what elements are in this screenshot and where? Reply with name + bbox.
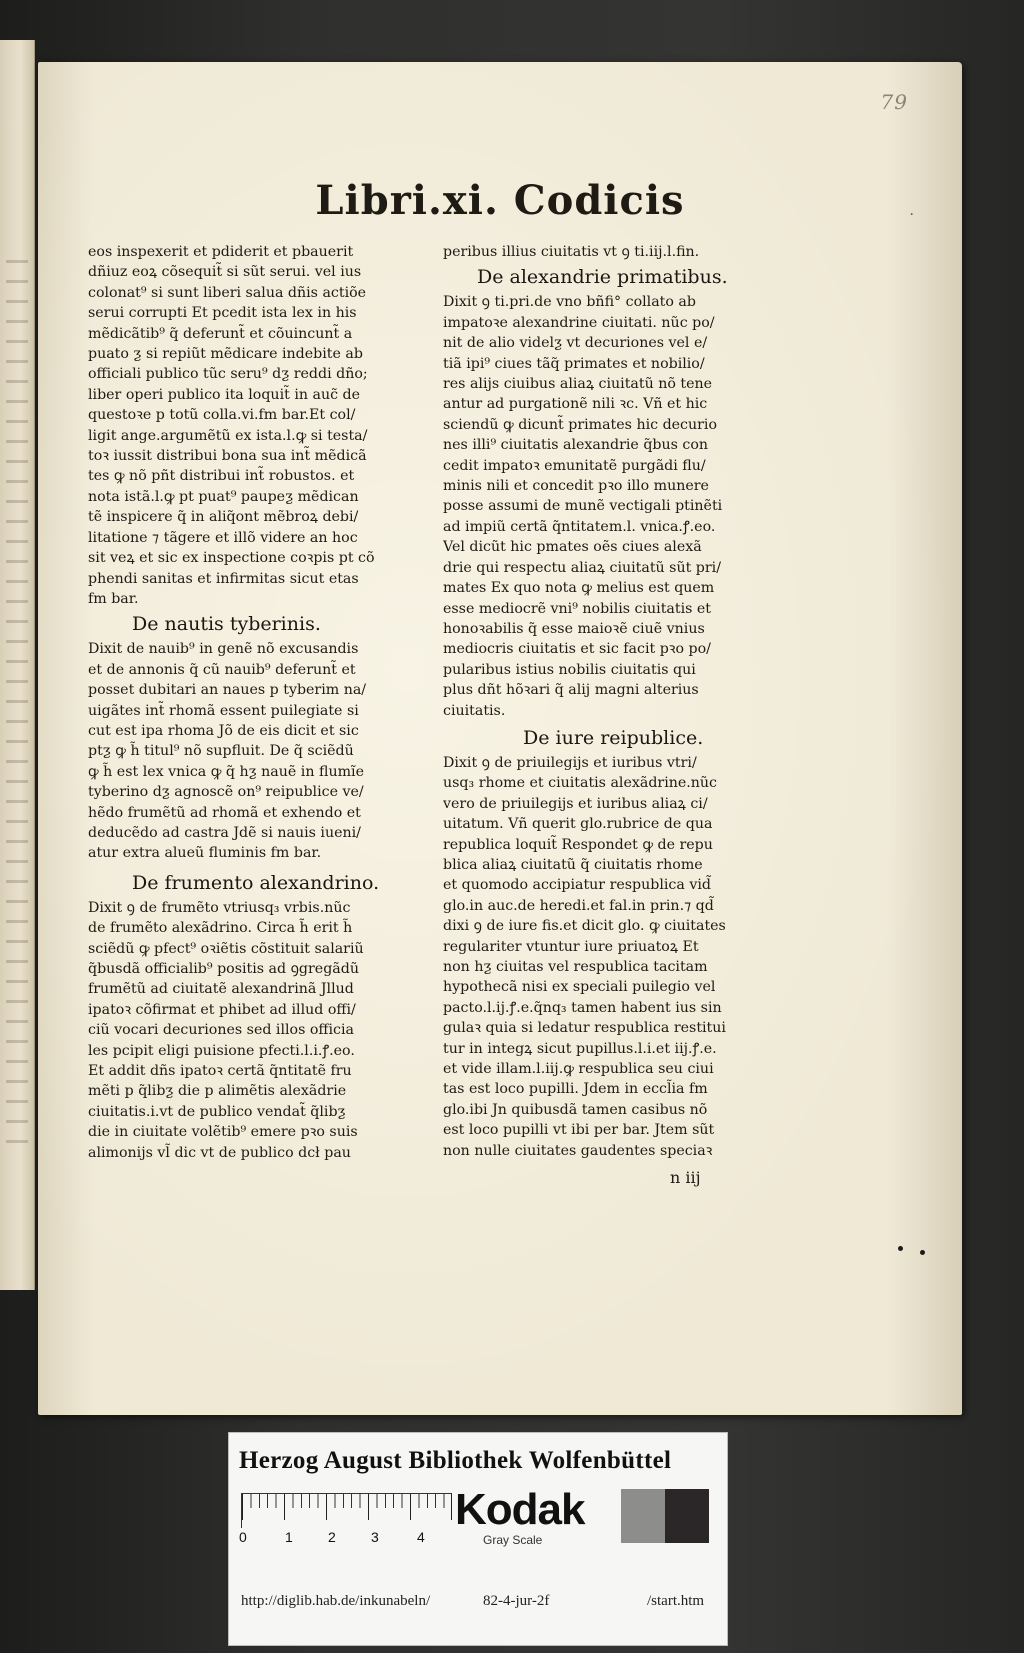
left-column bbox=[88, 242, 408, 1163]
library-name: Herzog August Bibliothek Wolfenbüttel bbox=[239, 1447, 672, 1474]
text-line: fm bar. bbox=[88, 590, 139, 607]
gray-scale-label: Gray Scale bbox=[483, 1533, 543, 1547]
text-line: glo.ibi Jn quibusdã tamen casibus nõ bbox=[443, 1101, 708, 1118]
text-line: colonat⁹ si sunt liberi salua dñis actiõe bbox=[88, 284, 367, 301]
text-line: peribus illius ciuitatis vt ꝯ ti.iij.l.fin. bbox=[443, 244, 700, 260]
text-line: honoꝛabilis q̃ esse maioꝛẽ ciuẽ vnius bbox=[443, 620, 705, 637]
heading-primatibus: De alexandrie primatibus. bbox=[477, 266, 728, 289]
text-line: die in ciuitate volẽtib⁹ emere pꝛo suis bbox=[88, 1124, 358, 1141]
text-line: sit veꝝ et sic ex inspectione coꝛpis pt cõ bbox=[88, 550, 375, 567]
margin-dot bbox=[898, 1246, 903, 1251]
right-column bbox=[443, 242, 773, 1161]
text-line: Dixit ꝯ de frumẽto vtriusq₃ vrbis.nũc bbox=[88, 899, 351, 916]
text-line: cedit impatoꝛ emunitatẽ purgãdi flu/ bbox=[443, 457, 706, 474]
text-line: blica aliaꝝ ciuitatũ q̃ ciuitatis rhome bbox=[443, 856, 703, 873]
text-line: questoꝛe p totũ colla.vi.fm bar.Et col/ bbox=[88, 407, 356, 424]
text-line: Dixit ꝯ de priuilegijs et iuribus vtri/ bbox=[443, 754, 697, 771]
dark-swatch bbox=[665, 1489, 709, 1543]
text-line: sciẽdũ ꝙ pfect⁹ oꝛiẽtis cõstituit salariũ bbox=[88, 940, 364, 957]
right-paragraph-1 bbox=[443, 242, 773, 262]
url-right[interactable]: /start.htm bbox=[647, 1593, 705, 1609]
text-line: tiã ipi⁹ ciues tãq̃ primates et nobilio/ bbox=[443, 355, 705, 372]
quire-signature: n iij bbox=[670, 1168, 701, 1187]
right-paragraph-3 bbox=[443, 753, 773, 1161]
text-line: drie qui respectu aliaꝝ ciuitatũ sũt pri/ bbox=[443, 559, 721, 576]
edge-mark: · bbox=[909, 207, 914, 223]
text-line: tur in integꝝ sicut pupillus.l.i.et iij.ꝭ.e. bbox=[443, 1040, 717, 1057]
text-line: hypothecã nisi ex speciali puilegio vel bbox=[443, 979, 716, 996]
running-head: Libri.xi. Codicis bbox=[315, 177, 685, 224]
text-line: tas est loco pupilli. Jdem in eccl̃ia fm bbox=[443, 1081, 708, 1098]
text-line: alimonijs vl̃ dic vt de publico dcł pau bbox=[88, 1144, 351, 1161]
text-line: Et addit dñs ipatoꝛ certã q̃ntitatẽ fru bbox=[88, 1063, 352, 1080]
scale-ruler bbox=[241, 1493, 452, 1528]
left-paragraph-3 bbox=[88, 898, 408, 1163]
ruler-number: 1 bbox=[285, 1529, 293, 1545]
text-line: tẽ inspicere q̃ in aliq̃ont mẽbroꝝ debi/ bbox=[88, 509, 359, 526]
text-line: non hƺ ciuitas vel respublica tacitam bbox=[443, 959, 708, 975]
text-line: ciuitatis. bbox=[443, 702, 506, 719]
text-line: eos inspexerit et pdiderit et pbauerit bbox=[88, 244, 354, 260]
text-line: republica loquit̃ Respondet ꝙ de repu bbox=[443, 836, 713, 853]
text-line: puato ƺ si repiũt mẽdicare indebite ab bbox=[88, 346, 363, 363]
ruler-number: 2 bbox=[328, 1529, 336, 1545]
text-line: mẽti p q̃libƺ die p alimẽtis alexãdrie bbox=[88, 1083, 347, 1100]
text-line: frumẽtũ ad ciuitatẽ alexandrinã Jllud bbox=[88, 981, 354, 998]
text-line: ad impiũ certã q̃ntitatem.l. vnica.ꝭ.eo. bbox=[443, 518, 716, 535]
text-line: nota istã.l.ꝙ pt puat⁹ paupeƺ mẽdican bbox=[88, 488, 359, 505]
text-line: de frumẽto alexãdrino. Circa h̃ erit h̃ bbox=[88, 920, 353, 937]
text-line: gulaꝛ quia si ledatur respublica restitui bbox=[443, 1020, 726, 1037]
folio-page bbox=[38, 62, 962, 1415]
text-line: posset dubitari an naues p tyberim na/ bbox=[88, 682, 367, 699]
text-line: pularibus istius nobilis ciuitatis qui bbox=[443, 661, 696, 678]
text-line: regulariter vtuntur iure priuatoꝝ Et bbox=[443, 938, 699, 955]
text-line: glo.in auc.de heredi.et fal.in prin.⁊ qd̃ bbox=[443, 897, 714, 914]
text-line: impatoꝛe alexandrine ciuitati. nũc po/ bbox=[443, 314, 715, 331]
text-line: tyberino dƺ agnoscẽ on⁹ reipublice ve/ bbox=[88, 784, 364, 801]
text-line: plus dñt hõꝛari q̃ alij magni alterius bbox=[443, 682, 699, 699]
margin-dot bbox=[920, 1250, 925, 1255]
text-line: pacto.l.ij.ꝭ.e.q̃nq₃ tamen habent ius sin bbox=[443, 999, 722, 1016]
kodak-logo: Kodak bbox=[455, 1485, 585, 1534]
gray-swatch bbox=[621, 1489, 665, 1543]
left-paragraph-1 bbox=[88, 242, 408, 609]
text-line: vero de priuilegijs et iuribus aliaꝝ ci/ bbox=[443, 795, 708, 812]
url-left[interactable]: http://diglib.hab.de/inkunabeln/ bbox=[241, 1593, 431, 1609]
text-line: ipatoꝛ cõfirmat et phibet ad illud offi/ bbox=[88, 1001, 356, 1018]
text-line: uigãtes int̃ rhomã essent puilegiate si bbox=[88, 702, 359, 719]
adjacent-page-text-fragments bbox=[6, 260, 28, 1160]
ruler-number: 4 bbox=[417, 1529, 425, 1545]
text-line: deducẽdo ad castra Jdẽ si nauis iueni/ bbox=[88, 824, 361, 841]
text-line: phendi sanitas et infirmitas sicut etas bbox=[88, 570, 359, 587]
text-line: toꝛ iussit distribui bona sua int̃ mẽdicã bbox=[88, 448, 367, 465]
text-line: et vide illam.l.iij.ꝙ respublica seu ciui bbox=[443, 1061, 714, 1078]
text-line: litatione ⁊ tãgere et illõ videre an hoc bbox=[88, 529, 358, 546]
text-line: mẽdicãtib⁹ q̃ deferunt̃ et cõuincunt̃ a bbox=[88, 325, 353, 342]
text-line: dñiuz eoꝝ cõsequit̃ si sũt serui. vel ius bbox=[88, 264, 362, 281]
text-line: ciuitatis.i.vt de publico vendat̃ q̃libƺ bbox=[88, 1103, 346, 1120]
text-line: ciũ vocari decuriones sed illos officia bbox=[88, 1022, 354, 1039]
text-line: usq₃ rhome et ciuitatis alexãdrine.nũc bbox=[443, 775, 717, 792]
right-paragraph-2 bbox=[443, 292, 773, 721]
text-line: uitatum. Vñ querit glo.rubrice de qua bbox=[443, 816, 713, 833]
text-line: Dixit ꝯ ti.pri.de vno bñfi° collato ab bbox=[443, 294, 696, 311]
heading-nautis: De nautis tyberinis. bbox=[132, 613, 321, 636]
text-line: ligit ange.argumẽtũ ex ista.l.ꝙ si testa/ bbox=[88, 427, 368, 444]
text-line: serui corrupti Et pcedit ista lex in his bbox=[88, 305, 357, 322]
left-paragraph-2 bbox=[88, 639, 408, 863]
text-line: res alijs ciuibus aliaꝝ ciuitatũ nõ tene bbox=[443, 376, 713, 393]
text-line: ꝙ h̃ est lex vnica ꝙ q̃ hƺ nauẽ in flumĩe bbox=[88, 763, 364, 780]
text-line: posse assumi de munẽ vectigali ptinẽti bbox=[443, 498, 723, 515]
text-line: officiali publico tũc seru⁹ dƺ reddi dño; bbox=[88, 366, 368, 383]
text-line: nit de alio videlƺ vt decuriones vel e/ bbox=[443, 335, 708, 352]
text-line: nes illi⁹ ciuitatis alexandrie q̃bus con bbox=[443, 437, 709, 454]
ruler-number: 0 bbox=[239, 1529, 247, 1545]
text-line: dixi ꝯ de iure fis.et dicit glo. ꝙ ciuitates bbox=[443, 918, 726, 935]
adjacent-page-edge bbox=[0, 40, 35, 1290]
text-line: Vel dicũt hic pmates oẽs ciues alexã bbox=[443, 539, 702, 556]
ruler-number: 3 bbox=[371, 1529, 379, 1545]
text-line: est loco pupilli vt ibi per bar. Jtem sũt bbox=[443, 1122, 715, 1139]
text-line: q̃busdã officialib⁹ positis ad ꝯgregãdũ bbox=[88, 961, 359, 977]
text-line: antur ad purgationẽ nili ꝛc. Vñ et hic bbox=[443, 396, 708, 413]
text-line: atur extra alueũ fluminis fm bar. bbox=[88, 845, 322, 862]
text-line: non nulle ciuitates gaudentes speciaꝛ bbox=[443, 1142, 713, 1159]
text-line: tes ꝙ nõ pñt distribui int̃ robustos. et bbox=[88, 468, 355, 485]
text-line: mediocris ciuitatis et sic facit pꝛo po/ bbox=[443, 641, 711, 658]
text-line: mates Ex quo nota ꝙ melius est quem bbox=[443, 580, 715, 597]
text-line: esse mediocrẽ vni⁹ nobilis ciuitatis et bbox=[443, 600, 712, 617]
text-line: cut est ipa rhoma Jõ de eis dicit et sic bbox=[88, 722, 359, 739]
text-line: et de annonis q̃ cũ nauib⁹ deferunt̃ et bbox=[88, 661, 356, 678]
heading-iure-reipublice: De iure reipublice. bbox=[523, 726, 704, 749]
text-line: et quomodo accipiatur respublica vid̃ bbox=[443, 877, 711, 894]
text-line: liber operi publico ita loquit̃ in auc̃ de bbox=[88, 386, 361, 403]
text-line: les pcipit eligi puisione pfecti.l.i.ꝭ.eo. bbox=[88, 1042, 355, 1059]
folio-number: 79 bbox=[880, 90, 908, 114]
heading-frumento: De frumento alexandrino. bbox=[132, 871, 380, 894]
url-shelfmark[interactable]: 82-4-jur-2f bbox=[483, 1593, 550, 1609]
library-color-target bbox=[228, 1432, 728, 1646]
text-line: Dixit de nauib⁹ in genẽ nõ excusandis bbox=[88, 641, 359, 658]
text-line: hẽdo frumẽtũ ad rhomã et exhendo et bbox=[88, 804, 361, 821]
text-line: minis nili et concedit pꝛo illo munere bbox=[443, 478, 709, 495]
text-line: sciendũ ꝙ dicunt̃ primates hic decurio bbox=[443, 416, 717, 433]
text-line: ptƺ ꝙ h̃ titul⁹ nõ supfluit. De q̃ sciẽdũ bbox=[88, 743, 354, 760]
